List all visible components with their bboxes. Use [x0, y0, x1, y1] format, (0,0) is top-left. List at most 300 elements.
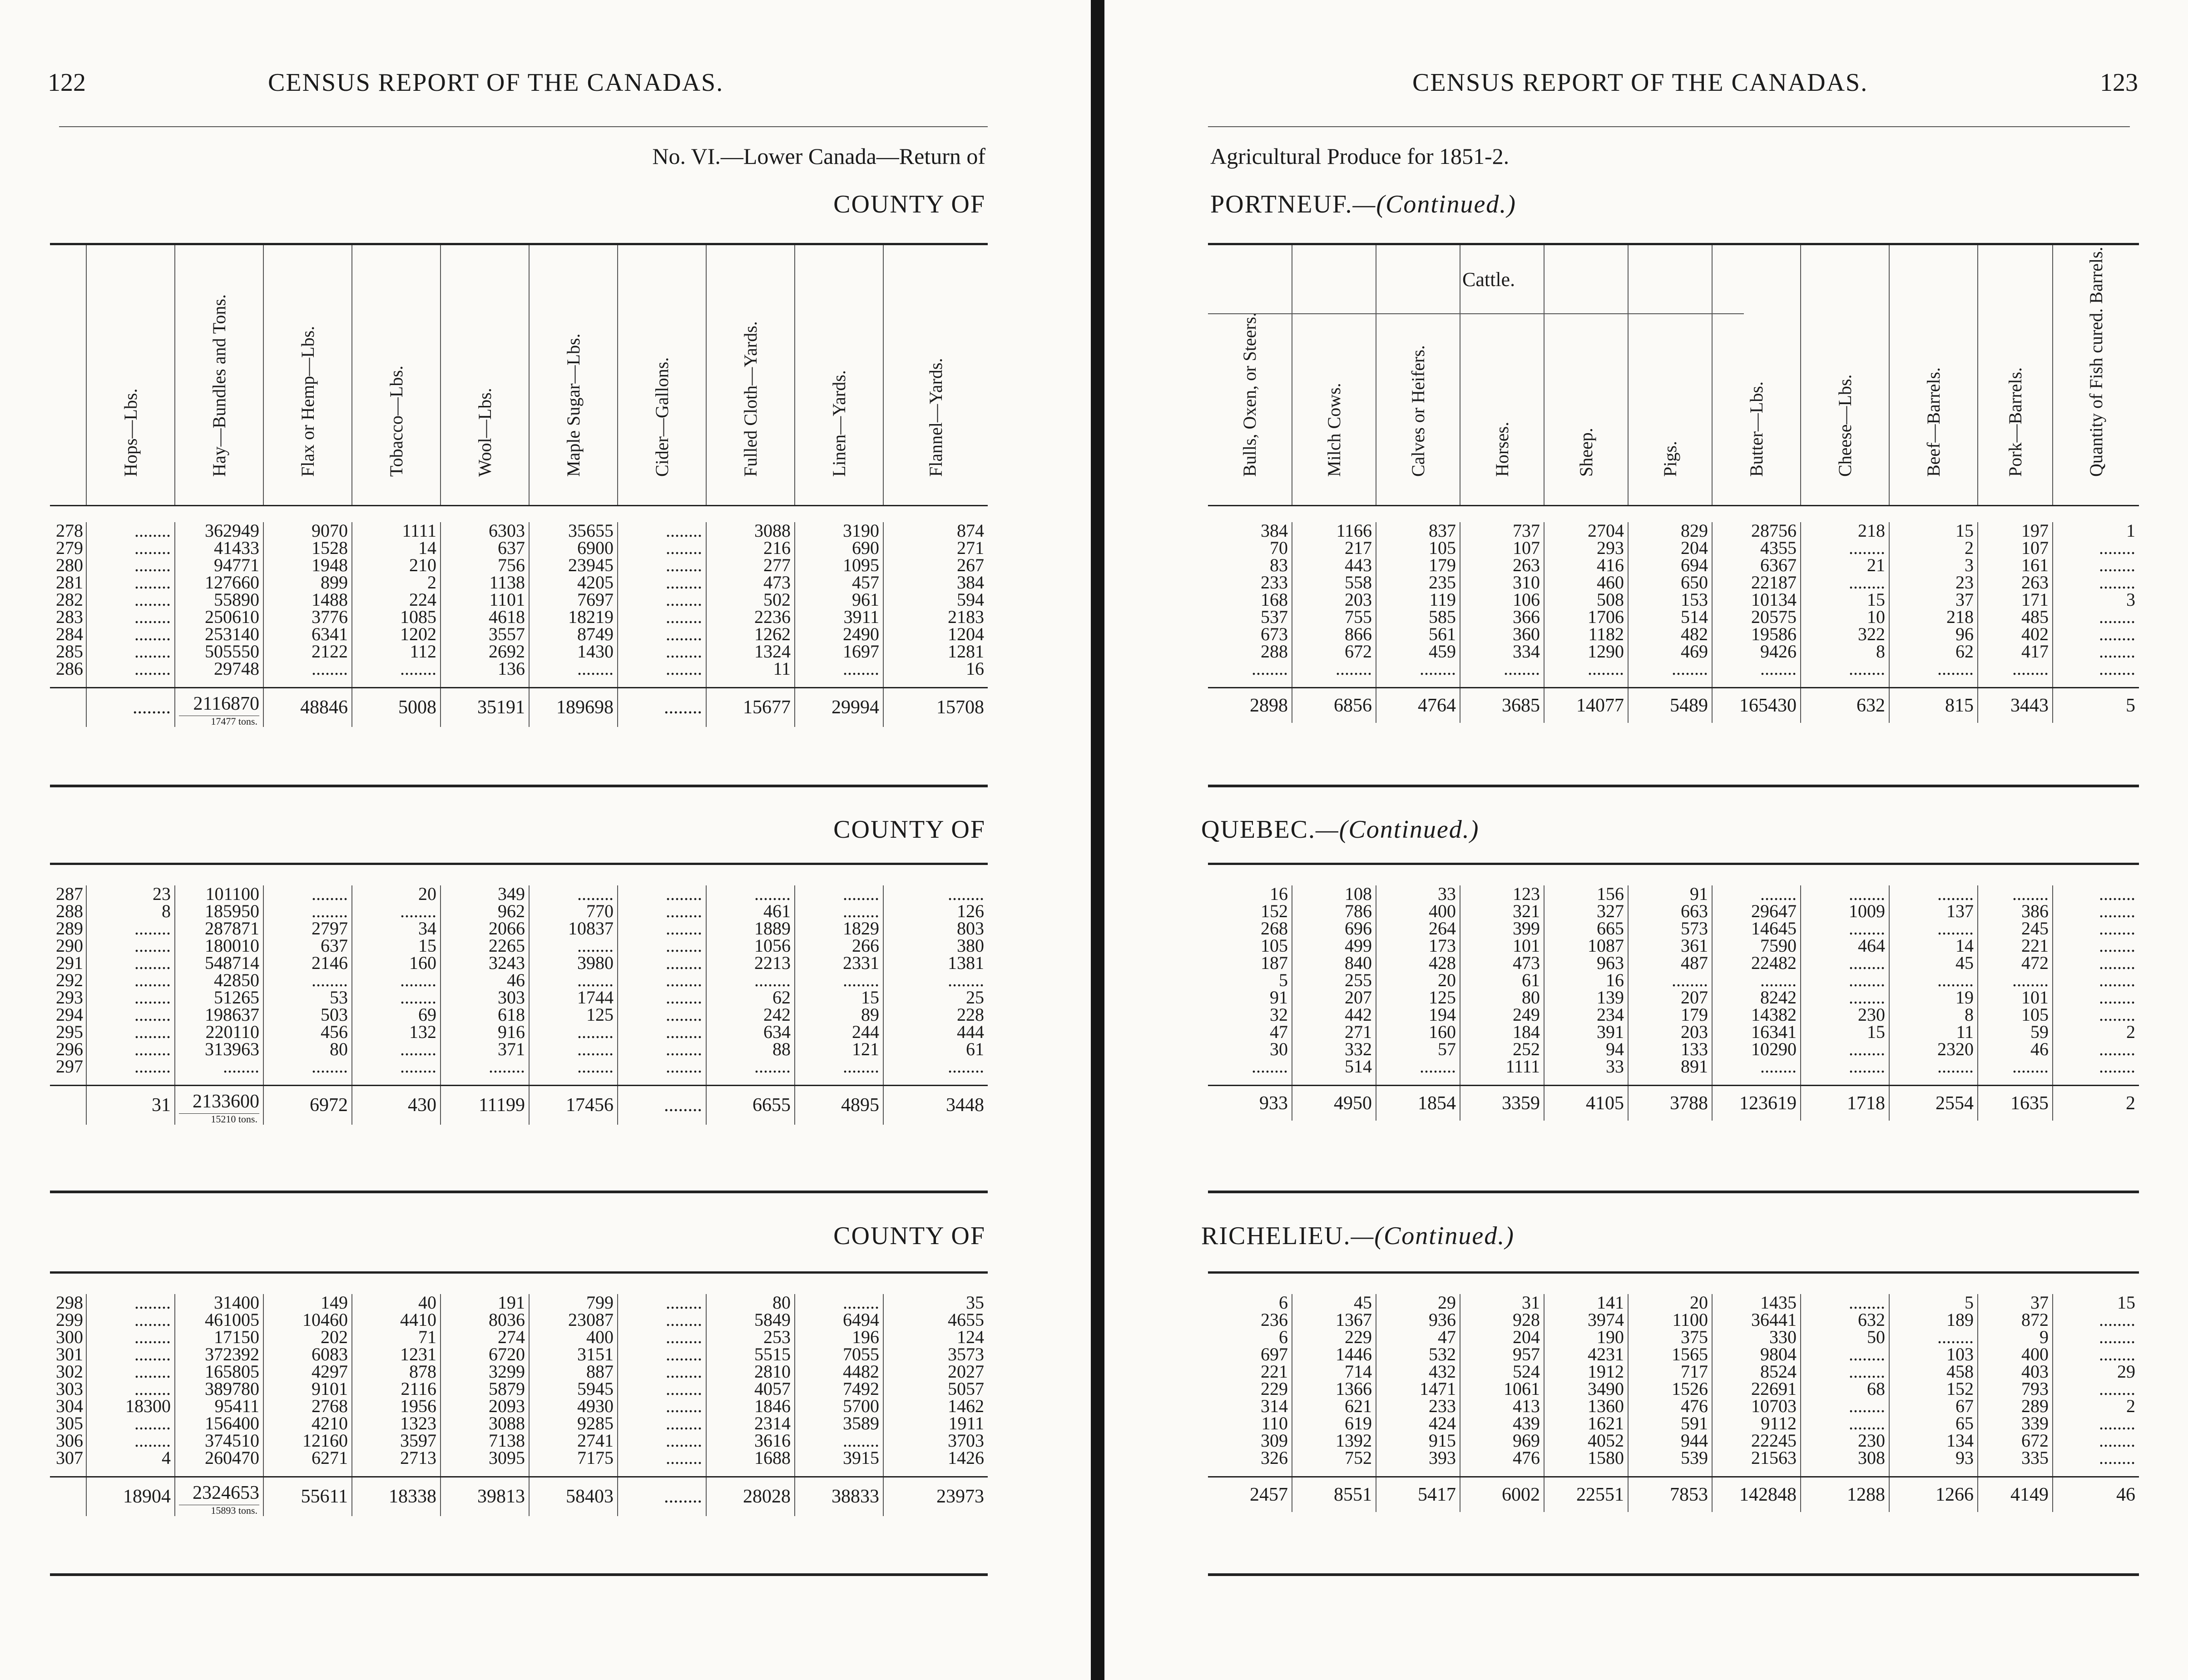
table-row	[1208, 1346, 2139, 1363]
table-row	[1208, 1329, 2139, 1346]
table-row	[1208, 557, 2139, 574]
table-cell: 207	[1292, 989, 1376, 1006]
table-cell: 125	[1376, 989, 1460, 1006]
table-cell: 11	[706, 660, 795, 677]
table-cell: 508	[1544, 591, 1628, 608]
table-cell: 14	[352, 539, 441, 557]
table-cell: 334	[1460, 643, 1544, 660]
left-col-header	[618, 244, 706, 506]
hay-total: 2324653	[193, 1482, 259, 1503]
table-cell: 253140	[175, 626, 263, 643]
total-cell	[50, 1085, 86, 1125]
table-cell: 962	[441, 903, 529, 920]
table-cell: 6083	[263, 1346, 352, 1363]
right-col-header	[1889, 244, 1978, 506]
table-cell: 1621	[1544, 1415, 1628, 1432]
table-cell: 621	[1292, 1398, 1376, 1415]
table-row	[1208, 1380, 2139, 1398]
table-cell: 263	[1978, 574, 2053, 591]
table-cell: ........	[706, 885, 795, 903]
table-cell: 51265	[175, 989, 263, 1006]
total-cell: 1288	[1801, 1477, 1889, 1512]
total-cell: 23973	[883, 1477, 988, 1516]
table-cell: 37	[1978, 1294, 2053, 1311]
hay-total: 2133600	[193, 1091, 259, 1112]
table-cell: ........	[529, 1041, 618, 1058]
total-cell: 14077	[1544, 687, 1628, 723]
column-label: Hay—Bundles and Tons.	[208, 294, 229, 477]
county-label-2: COUNTY OF	[833, 815, 985, 844]
table-row	[50, 1294, 988, 1311]
table-cell: 16	[883, 660, 988, 677]
row-number: 300	[56, 1327, 83, 1347]
row-number: 304	[56, 1396, 83, 1416]
table-cell: 672	[1292, 643, 1376, 660]
table-row	[1208, 539, 2139, 557]
table-cell: ........	[86, 920, 175, 937]
table-cell: ........	[263, 885, 352, 903]
table-cell: 936	[1376, 1311, 1460, 1329]
table-cell: 399	[1460, 920, 1544, 937]
table-cell: 249	[1460, 1006, 1544, 1023]
table-cell: 473	[706, 574, 795, 591]
table-cell: 233	[1261, 572, 1288, 593]
table-cell: ........	[1292, 660, 1376, 677]
table-cell: 22691	[1712, 1380, 1801, 1398]
table-cell: ........	[263, 1058, 352, 1075]
table-cell: 3776	[263, 608, 352, 626]
table-cell: ........	[2053, 972, 2139, 989]
table-cell: 8524	[1712, 1363, 1801, 1380]
total-cell: 5417	[1376, 1477, 1460, 1512]
table-cell: 107	[1978, 539, 2053, 557]
table-cell: 619	[1292, 1415, 1376, 1432]
table-cell: 2183	[883, 608, 988, 626]
left-col-header	[883, 244, 988, 506]
table-row	[1208, 643, 2139, 660]
table-cell: 1565	[1628, 1346, 1712, 1363]
table-cell: 101100	[175, 885, 263, 903]
table-cell: 696	[1292, 920, 1376, 937]
table-cell: ........	[618, 522, 706, 539]
column-label: Flannel—Yards.	[925, 358, 946, 477]
table-cell: ........	[86, 522, 175, 539]
table-cell: 16341	[1712, 1023, 1801, 1041]
table-cell: ........	[1801, 574, 1889, 591]
table-cell: 141	[1544, 1294, 1628, 1311]
table-cell: 107	[1460, 539, 1544, 557]
table-row	[1208, 591, 2139, 608]
table-cell: 88	[706, 1041, 795, 1058]
table-cell: 202	[263, 1329, 352, 1346]
table-cell: 168	[1261, 589, 1288, 610]
table-cell: 161	[1978, 557, 2053, 574]
table-row	[1208, 660, 2139, 677]
left-col-header	[175, 244, 263, 506]
table-cell: ........	[2053, 903, 2139, 920]
table-cell: 252	[1460, 1041, 1544, 1058]
table-cell: 3	[1889, 557, 1978, 574]
table-cell: 65	[1889, 1415, 1978, 1432]
table-cell: 14382	[1712, 1006, 1801, 1023]
table-cell: 234	[1544, 1006, 1628, 1023]
table-cell: 458	[1889, 1363, 1978, 1380]
table-cell: 253	[706, 1329, 795, 1346]
table-cell: 46	[1978, 1041, 2053, 1058]
table-row	[1208, 1432, 2139, 1449]
table-cell: 756	[441, 557, 529, 574]
row-number: 278	[56, 520, 83, 541]
table-cell: 1889	[706, 920, 795, 937]
table-cell: 3490	[1544, 1380, 1628, 1398]
row-number: 298	[56, 1292, 83, 1313]
table-cell: 1202	[352, 626, 441, 643]
table-cell: 126	[883, 903, 988, 920]
table-row	[50, 885, 988, 903]
table-row	[50, 522, 988, 539]
table-cell: 537	[1261, 607, 1288, 627]
table-cell: ........	[618, 1294, 706, 1311]
column-label: Cheese—Lbs.	[1834, 374, 1855, 477]
total-cell: 5008	[352, 687, 441, 727]
row-number: 297	[56, 1056, 83, 1077]
table-cell: ........	[529, 1058, 618, 1075]
total-cell: 2457	[1208, 1477, 1292, 1512]
county-name-2	[1201, 815, 1479, 844]
table-row	[50, 1329, 988, 1346]
table-cell: ........	[1801, 885, 1889, 903]
table-cell: 1323	[352, 1415, 441, 1432]
table-row	[50, 660, 988, 677]
table-cell: ........	[618, 1023, 706, 1041]
table-cell: ........	[352, 660, 441, 677]
total-cell: 189698	[529, 687, 618, 727]
table-cell: 961	[795, 591, 883, 608]
table-cell: ........	[618, 1041, 706, 1058]
table-cell: 335	[1978, 1449, 2053, 1467]
table-cell: 41433	[175, 539, 263, 557]
table-cell: 1446	[1292, 1346, 1376, 1363]
table-row	[50, 1415, 988, 1432]
row-number: 307	[56, 1448, 83, 1468]
table-cell: 9804	[1712, 1346, 1801, 1363]
table-cell: 374510	[175, 1432, 263, 1449]
table-cell: 482	[1628, 626, 1712, 643]
table-cell: 944	[1628, 1432, 1712, 1449]
table-cell: ........	[86, 643, 175, 660]
table-cell: 184	[1460, 1023, 1544, 1041]
table-cell: ........	[618, 1380, 706, 1398]
table-cell: ........	[618, 954, 706, 972]
table-cell: ........	[618, 539, 706, 557]
table-row	[1208, 920, 2139, 937]
total-cell: 142848	[1712, 1477, 1801, 1512]
table-cell: 7175	[529, 1449, 618, 1467]
table-cell: ........	[1628, 660, 1712, 677]
table-cell: 4205	[529, 574, 618, 591]
table-cell: ........	[2053, 1006, 2139, 1023]
table-cell: 313963	[175, 1041, 263, 1058]
table-cell: 156	[1544, 885, 1628, 903]
table-cell: 80	[1460, 989, 1544, 1006]
table-cell: ........	[1889, 885, 1978, 903]
left-col-header	[352, 244, 441, 506]
table-cell: 15	[795, 989, 883, 1006]
total-cell: 28028	[706, 1477, 795, 1516]
right-col-header	[1801, 244, 1889, 506]
table-cell: 53	[263, 989, 352, 1006]
county-name-quebec: QUEBEC.	[1201, 815, 1316, 844]
table-cell: 21	[1801, 557, 1889, 574]
table-row	[1208, 1449, 2139, 1467]
table-cell: 694	[1628, 557, 1712, 574]
table-cell: 218	[1801, 522, 1889, 539]
table-row	[50, 1380, 988, 1398]
table-cell: 110	[1261, 1413, 1288, 1433]
table-row	[1208, 608, 2139, 626]
table-cell: 20	[352, 885, 441, 903]
total-cell: 11199	[441, 1085, 529, 1125]
table-cell: 19586	[1712, 626, 1801, 643]
table-cell: 61	[1460, 972, 1544, 989]
table-caption-right: Agricultural Produce for 1851-2.	[1210, 143, 1510, 169]
total-cell: 5489	[1628, 687, 1712, 723]
table-cell: ........	[1376, 1058, 1460, 1075]
table-cell: ........	[86, 1023, 175, 1041]
page-number-left: 122	[48, 69, 86, 97]
table-cell: 245	[1978, 920, 2053, 937]
section-rule-right-2	[1208, 1191, 2139, 1193]
table-cell: ........	[2053, 1449, 2139, 1467]
table-cell: 386	[1978, 903, 2053, 920]
table-cell: 293	[1544, 539, 1628, 557]
table-cell: ........	[2053, 574, 2139, 591]
table-cell: 2	[2053, 1398, 2139, 1415]
table-cell: ........	[2053, 626, 2139, 643]
table-cell: 37	[1889, 591, 1978, 608]
table-cell: ........	[529, 660, 618, 677]
total-cell: 6972	[263, 1085, 352, 1125]
table-cell: 57	[1376, 1041, 1460, 1058]
table-cell: 180010	[175, 937, 263, 954]
table-cell: 152	[1261, 901, 1288, 921]
table-cell: 3597	[352, 1432, 441, 1449]
table-cell: ........	[883, 972, 988, 989]
total-cell: 17456	[529, 1085, 618, 1125]
county-name-3	[1201, 1221, 1515, 1250]
table-cell: ........	[1801, 972, 1889, 989]
table-cell: 1829	[795, 920, 883, 937]
table-cell: 105	[1978, 1006, 2053, 1023]
row-number: 283	[56, 607, 83, 627]
table-cell: 460	[1544, 574, 1628, 591]
table-cell: 250610	[175, 608, 263, 626]
table-cell: 3915	[795, 1449, 883, 1467]
table-cell: 384	[883, 574, 988, 591]
table-cell: 361	[1628, 937, 1712, 954]
row-number: 290	[56, 935, 83, 956]
county-label-1: COUNTY OF	[833, 190, 985, 218]
table-cell: 4052	[1544, 1432, 1628, 1449]
table-cell: 4482	[795, 1363, 883, 1380]
column-label: Pigs.	[1659, 441, 1680, 477]
table-cell: ........	[618, 591, 706, 608]
table-cell: 62	[706, 989, 795, 1006]
table-cell: 198637	[175, 1006, 263, 1023]
table-cell: 457	[795, 574, 883, 591]
table-cell: 594	[883, 591, 988, 608]
table-cell: 62	[1889, 643, 1978, 660]
table-cell: 83	[1270, 555, 1288, 575]
table-cell: ........	[795, 1432, 883, 1449]
table-cell: 6	[1279, 1292, 1288, 1313]
table-cell: 3088	[706, 522, 795, 539]
table-cell: 561	[1376, 626, 1460, 643]
total-cell: 55611	[263, 1477, 352, 1516]
table-cell: 264	[1376, 920, 1460, 937]
table-cell: 3	[2053, 591, 2139, 608]
table-cell: 326	[1261, 1448, 1288, 1468]
table-cell: 1281	[883, 643, 988, 660]
table-cell: 221	[1978, 937, 2053, 954]
table-cell: 15	[2053, 1294, 2139, 1311]
table-cell: ........	[2053, 1415, 2139, 1432]
table-cell: ........	[618, 1415, 706, 1432]
table-cell: ........	[1978, 972, 2053, 989]
table-cell: 15	[1801, 1023, 1889, 1041]
table-cell: ........	[2053, 920, 2139, 937]
table-cell: 101	[1460, 937, 1544, 954]
continued-label: —(Continued.)	[1352, 190, 1516, 218]
table-cell: 4057	[706, 1380, 795, 1398]
table-cell: 185950	[175, 903, 263, 920]
county-name-richelieu: RICHELIEU.	[1201, 1222, 1351, 1250]
table-cell: 101	[1978, 989, 2053, 1006]
table-cell: 840	[1292, 954, 1376, 972]
table-cell: ........	[618, 972, 706, 989]
table-cell: 432	[1376, 1363, 1460, 1380]
table-cell: 165805	[175, 1363, 263, 1380]
total-cell: 4764	[1376, 687, 1460, 723]
table-cell: 10134	[1712, 591, 1801, 608]
table-cell: 14645	[1712, 920, 1801, 937]
table-cell: 3088	[441, 1415, 529, 1432]
column-label: Fulled Cloth—Yards.	[740, 321, 761, 477]
table-cell: 45	[1292, 1294, 1376, 1311]
table-cell: ........	[1889, 920, 1978, 937]
table-cell: ........	[441, 1058, 529, 1075]
table-cell: 59	[1978, 1023, 2053, 1041]
table-cell: 444	[883, 1023, 988, 1041]
table-row	[50, 937, 988, 954]
table-cell: ........	[86, 989, 175, 1006]
table-cell: ........	[86, 591, 175, 608]
row-number: 281	[56, 572, 83, 593]
table-cell: 1744	[529, 989, 618, 1006]
table-cell: 15	[1889, 522, 1978, 539]
table-cell: 3703	[883, 1432, 988, 1449]
table-cell: 887	[529, 1363, 618, 1380]
table-cell: ........	[2053, 1041, 2139, 1058]
table-cell: 1528	[263, 539, 352, 557]
cattle-rule	[1208, 313, 1744, 314]
table-row	[1208, 989, 2139, 1006]
total-cell: 15708	[883, 687, 988, 727]
table-cell: 3095	[441, 1449, 529, 1467]
table-cell: 3557	[441, 626, 529, 643]
table-cell: 255	[1292, 972, 1376, 989]
table-cell: ........	[618, 660, 706, 677]
table-row	[50, 1058, 988, 1075]
total-cell: 5	[2053, 687, 2139, 723]
table-cell: ........	[2053, 1311, 2139, 1329]
table-cell: 6720	[441, 1346, 529, 1363]
table-cell: 31400	[175, 1294, 263, 1311]
table-cell: 2704	[1544, 522, 1628, 539]
section-top-rule-right-2	[1208, 863, 2139, 865]
table-cell: 22482	[1712, 954, 1801, 972]
page-number-right: 123	[2100, 69, 2138, 97]
table-cell: 303	[441, 989, 529, 1006]
table-cell: 263	[1460, 557, 1544, 574]
table-cell: ........	[1801, 1415, 1889, 1432]
total-cell: ........	[618, 1477, 706, 1516]
total-cell: 7853	[1628, 1477, 1712, 1512]
table-cell: 2066	[441, 920, 529, 937]
table-cell: ........	[1628, 972, 1712, 989]
table-row	[50, 591, 988, 608]
table-cell: 288	[1261, 641, 1288, 662]
table-cell: 400	[529, 1329, 618, 1346]
total-cell: 3443	[1978, 687, 2053, 723]
table-cell: ........	[1978, 1058, 2053, 1075]
table-cell: 503	[263, 1006, 352, 1023]
table-cell: 47	[1270, 1022, 1288, 1042]
table-cell: 1948	[263, 557, 352, 574]
table-cell: 47	[1376, 1329, 1460, 1346]
column-header-right	[1208, 243, 2139, 506]
table-row	[1208, 1041, 2139, 1058]
table-cell: 752	[1292, 1449, 1376, 1467]
table-cell: 171	[1978, 591, 2053, 608]
table-cell: 5515	[706, 1346, 795, 1363]
table-cell: ........	[618, 1363, 706, 1380]
table-row	[1208, 1058, 2139, 1075]
table-cell: 416	[1544, 557, 1628, 574]
column-header-left	[50, 243, 988, 506]
table-cell: ........	[618, 1346, 706, 1363]
table-cell: ........	[86, 557, 175, 574]
table-cell: 218	[1889, 608, 1978, 626]
table-cell: 573	[1628, 920, 1712, 937]
table-cell: 1290	[1544, 643, 1628, 660]
table-cell: ........	[795, 1294, 883, 1311]
row-number: 302	[56, 1361, 83, 1382]
table-cell: 10290	[1712, 1041, 1801, 1058]
county-table-left-2	[50, 885, 988, 1125]
table-cell: 14	[1889, 937, 1978, 954]
table-cell: 29	[1376, 1294, 1460, 1311]
table-row	[50, 539, 988, 557]
total-cell	[175, 1477, 263, 1516]
table-cell: 473	[1460, 954, 1544, 972]
table-row	[50, 1006, 988, 1023]
table-cell: 2490	[795, 626, 883, 643]
table-cell: ........	[1801, 1363, 1889, 1380]
total-cell: ........	[86, 687, 175, 727]
table-cell: 31	[1460, 1294, 1544, 1311]
table-cell: 228	[883, 1006, 988, 1023]
